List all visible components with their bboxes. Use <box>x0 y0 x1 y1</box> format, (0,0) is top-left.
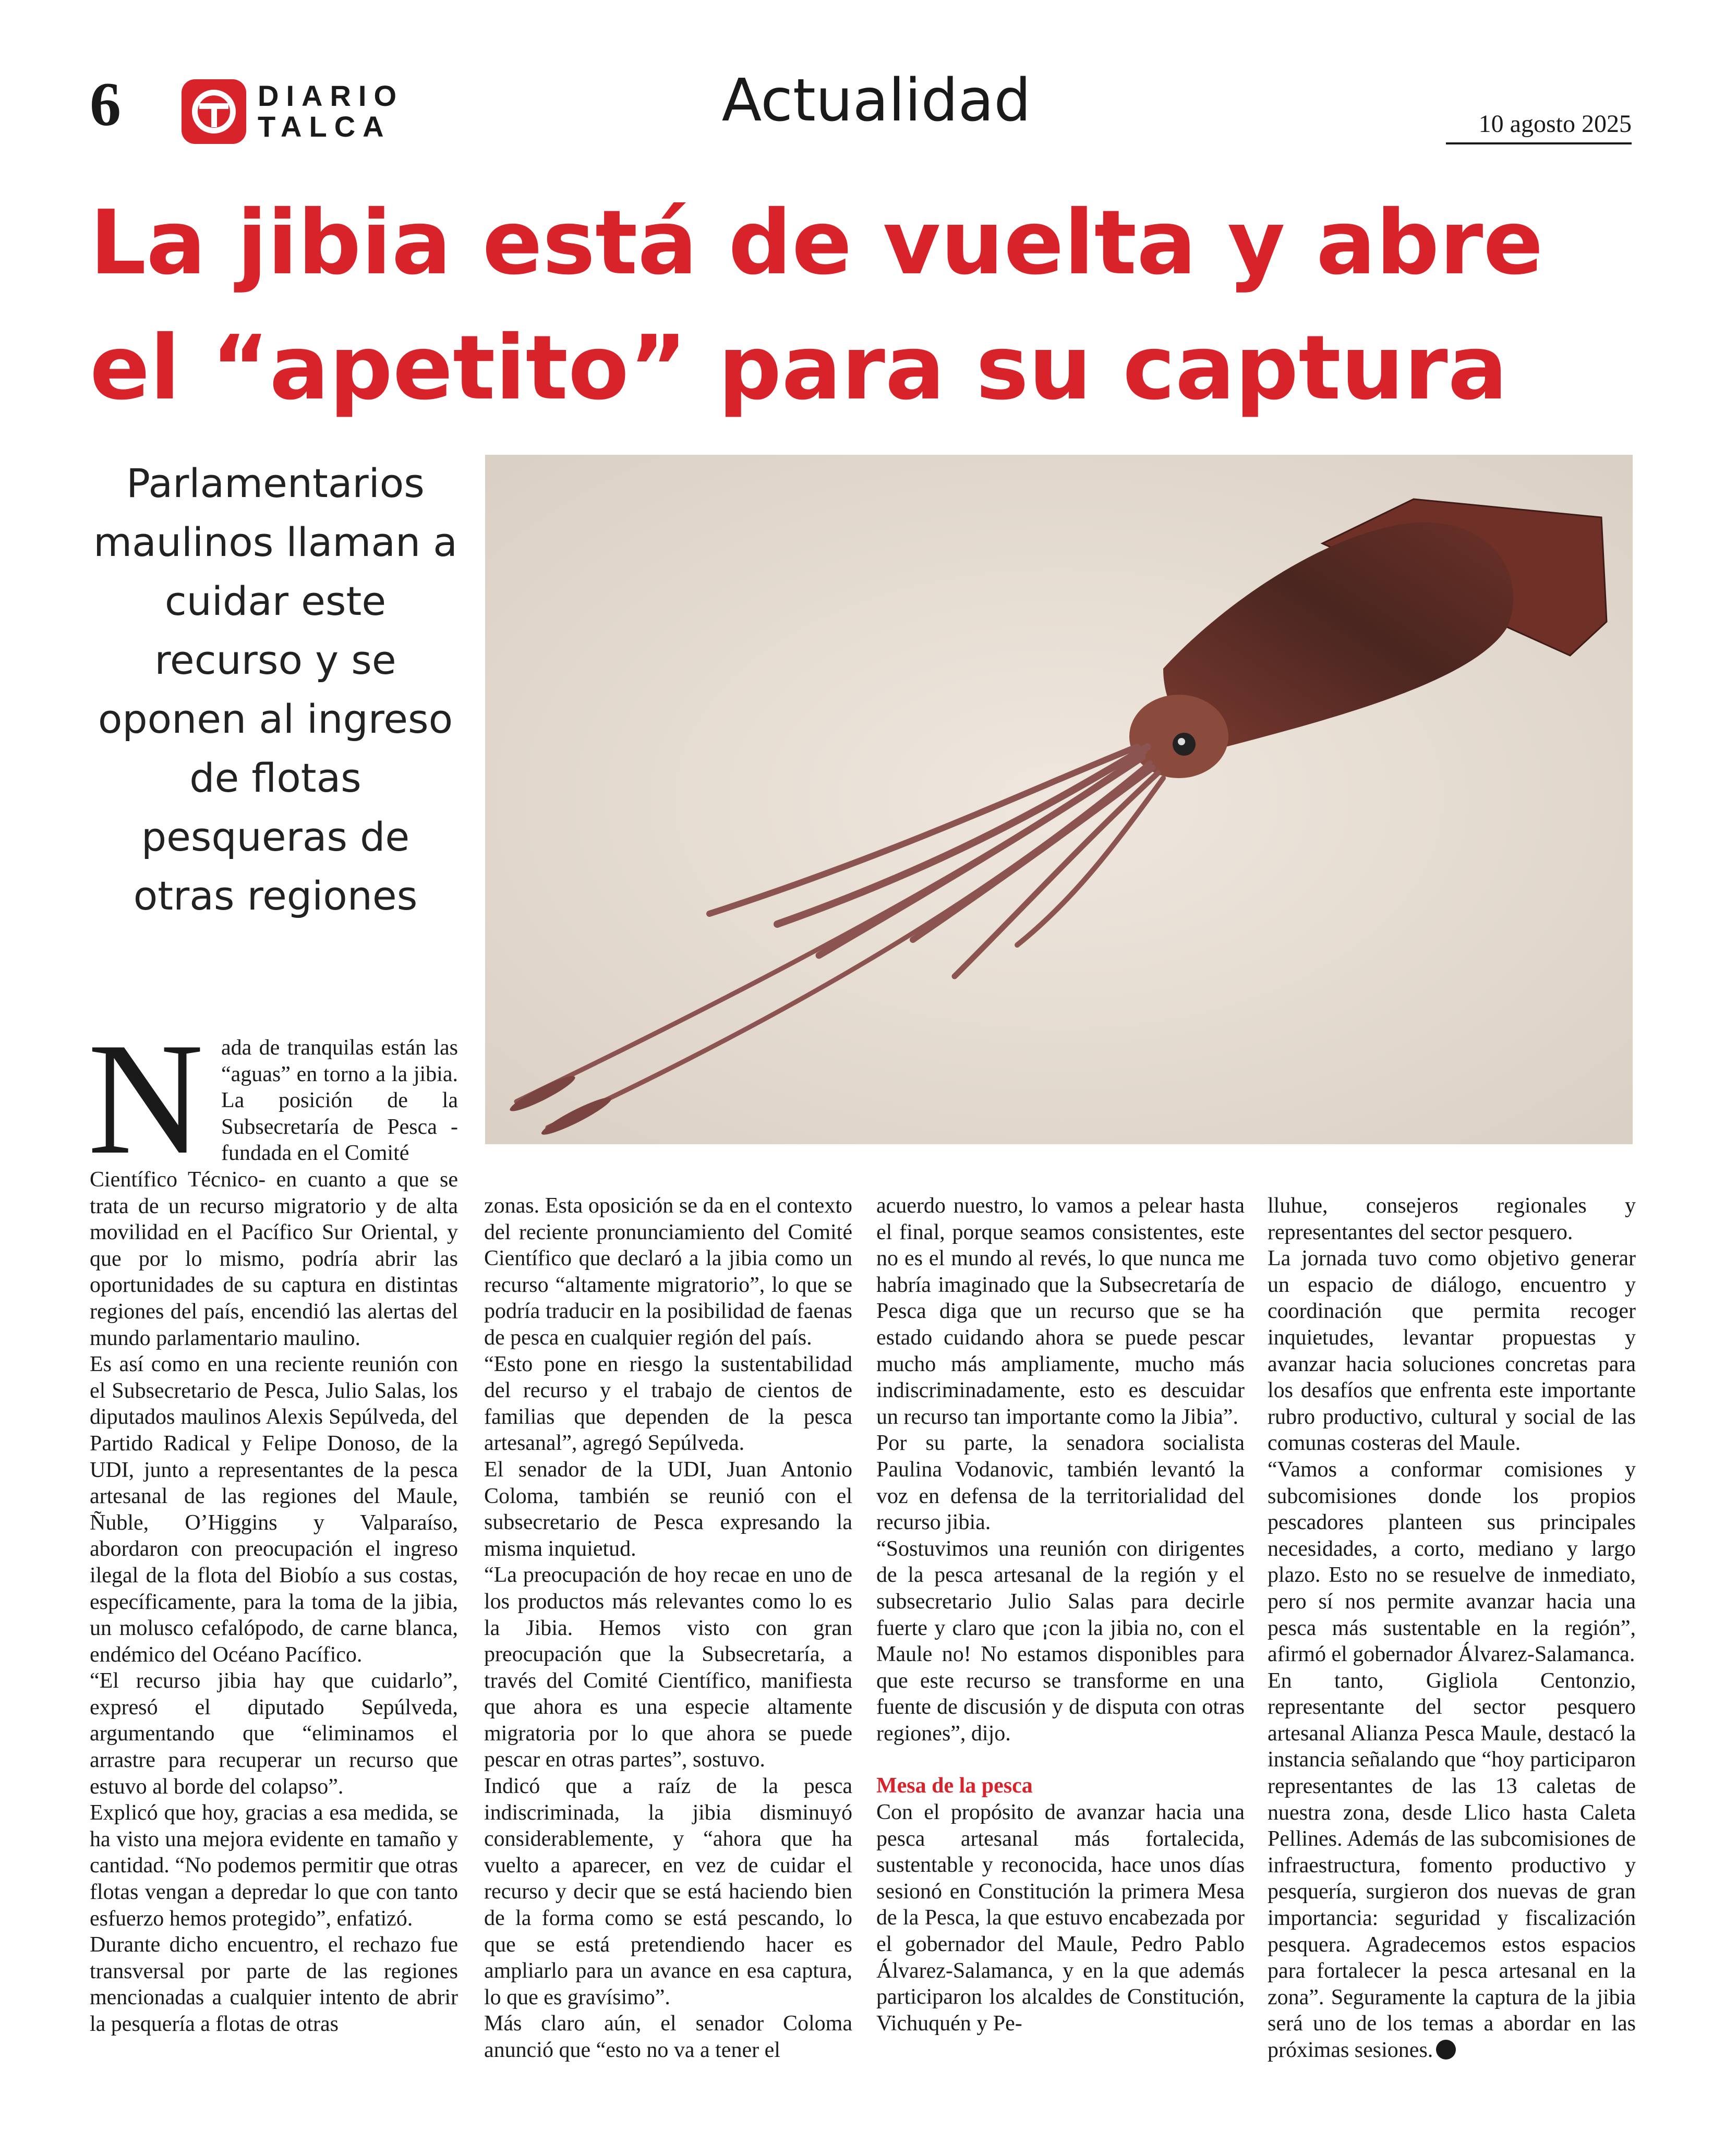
paragraph: acuerdo nuestro, lo vamos a pelear hasta el final, porque seamos consistentes, este no es el mundo al revés, lo que nunca me habría imaginado que la Subsecretaría de Pesca diga que un recurso que se ha estado cuidando ahora se puede pescar mucho más ampliamente, mucho más indiscriminadamente, esto es descuidar un recurso tan importante como la Jibia”. <box>876 1194 1245 1429</box>
paragraph: “El recurso jibia hay que cuidarlo”, expresó el diputado Sepúlveda, argumentando que “eliminamos el arrastre para recuperar un recurso que estuvo al borde del colapso”. <box>90 1669 458 1799</box>
drop-cap: N <box>88 1010 204 1188</box>
paragraph: Más claro aún, el senador Coloma anunció que “esto no va a tener el <box>484 2012 852 2062</box>
paragraph: Indicó que a raíz de la pesca indiscriminada, la jibia disminuyó considerablemente, y “ahora que ha vuelto a aparecer, en vez de cuidar el recurso y decir que se está haciendo bien de la forma como se está pescando, lo que se está pretendiendo hacer es ampliarlo para un avance en esa captura, lo que es gravísimo”. <box>484 1774 852 2009</box>
deck-subheadline: Parlamentarios maulinos llaman a cuidar este recurso y se oponen al ingreso de flotas pesqueras de otras regiones <box>93 460 457 919</box>
subheading-mesa-de-la-pesca: Mesa de la pesca <box>876 1774 1033 1798</box>
issue-date: 10 agosto 2025 <box>1446 110 1632 144</box>
paragraph: Durante dicho encuentro, el rechazo fue transversal por parte de las regiones mencionadas a cualquier intento de abrir la pesquería a flotas de otras <box>90 1933 458 2036</box>
paragraph: El senador de la UDI, Juan Antonio Coloma, también se reunió con el subsecretario de Pesca expresando la misma inquietud. <box>484 1457 852 1561</box>
paragraph: La jornada tuvo como objetivo generar un espacio de diálogo, encuentro y coordinación que permita recoger inquietudes, levantar propuestas y avanzar hacia soluciones concretas para los desafíos que enfrenta este importante rubro productivo, cultural y social de las comunas costeras del Maule. <box>1268 1246 1636 1456</box>
paragraph: Científico Técnico- en cuanto a que se trata de un recurso migratorio y de alta movilidad en el Pacífico Sur Oriental, y que por lo mismo, podría abrir las oportunidades de su captura en distintas regiones del país, encendió las alertas del mundo parlamentario maulino. <box>90 1168 458 1350</box>
paragraph-text: En tanto, Gigliola Centonzio, representante del sector pesquero artesanal Alianza Pesca Maule, destacó la instancia señalando que “hoy participaron representantes de las 13 caletas de nuestra zona, desde Llico hasta Caleta Pellines. Además de las subcomisiones de infraestructura, fomento productivo y pesquería, surgieron dos nuevas de gran importancia: seguridad y fiscalización pesquera. Agradecemos estos espacios para fortalecer la pesca artesanal en la zona”. Seguramente la captura de la jibia será uno de los temas a abordar en las próximas sesiones. <box>1268 1668 1636 2062</box>
paragraph: “La preocupación de hoy recae en uno de los productos más relevantes como lo es la Jibia. Hemos visto con gran preocupación que la Subsecretaría, a través del Comité Científico, manifiesta que ahora es una especie altamente migratoria por lo que ahora se puede pescar en otras partes”, sostuvo. <box>484 1563 852 1772</box>
logo-text <box>258 81 404 142</box>
paragraph: Por su parte, la senadora socialista Paulina Vodanovic, también levantó la voz en defensa de la territorialidad del recurso jibia. <box>876 1431 1245 1535</box>
end-mark-icon <box>1436 2040 1456 2060</box>
column-1 <box>90 1167 458 2038</box>
squid-illustration <box>485 455 1633 1144</box>
column-4 <box>1268 1193 1636 2064</box>
logo-line-1: DIARIO <box>258 79 404 113</box>
paragraph: Explicó que hoy, gracias a esa medida, se ha visto una mejora evidente en tamaño y cantidad. “No podemos permitir que otras flotas vengan a depredar lo que con tanto esfuerzo hemos protegido”, enfatizó. <box>90 1801 458 1931</box>
column-2 <box>484 1193 852 2064</box>
paragraph: “Vamos a conformar comisiones y subcomisiones donde los propios pescadores planteen sus principales necesidades, a corto, mediano y largo plazo. Esto no se resuelve de inmediato, pero sí nos permite avanzar hacia una pesca más sustentable en la región”, afirmó el gobernador Álvarez-Salamanca. <box>1268 1457 1636 1667</box>
section-title: Actualidad <box>721 67 1031 135</box>
paragraph: “Sostuvimos una reunión con dirigentes de la pesca artesanal de la región y el subsecretario Julio Salas para decirle fuerte y claro que ¡con la jibia no, con el Maule no! No estamos disponibles para que este recurso se transforme en una fuente de discusión y de disputa con otras regiones”, dijo. <box>876 1536 1245 1746</box>
paragraph: “Esto pone en riesgo la sustentabilidad del recurso y el trabajo de cientos de familias que dependen de la pesca artesanal”, agregó Sepúlveda. <box>484 1352 852 1456</box>
paragraph: ada de tranquilas están las “aguas” en torno a la jibia. La posición de la Subsecretaría de Pesca -fundada en el Comité <box>221 1036 458 1166</box>
paragraph: zonas. Esta oposición se da en el contexto del reciente pronunciamiento del Comité Científico que declaró a la jibia como un recurso “altamente migratorio”, lo que se podría traducir en la posibilidad de faenas de pesca en cualquier región del país. <box>484 1194 852 1350</box>
column-3 <box>876 1193 1245 2037</box>
article-photo <box>485 455 1633 1144</box>
page-number: 6 <box>90 69 121 139</box>
headline: La jibia está de vuelta y abre el “apetito” para su captura <box>90 191 1543 420</box>
logo <box>182 79 404 144</box>
paragraph: Con el propósito de avanzar hacia una pesca artesanal más fortalecida, sustentable y reconocida, hace unos días sesionó en Constitución la primera Mesa de la Pesca, la que estuvo encabezada por el gobernador del Maule, Pedro Pablo Álvarez-Salamanca, y en la que además participaron los alcaldes de Constitución, Vichuquén y Pe- <box>876 1800 1245 2036</box>
column-1-intro <box>221 1035 458 1167</box>
logo-line-2: TALCA <box>258 110 391 143</box>
logo-mark-icon <box>182 79 246 144</box>
paragraph: Es así como en una reciente reunión con el Subsecretario de Pesca, Julio Salas, los diputados maulinos Alexis Sepúlveda, del Partido Radical y Felipe Donoso, de la UDI, junto a representantes de la pesca artesanal de las regiones del Maule, Ñuble, O’Higgins y Valparaíso, abordaron con preocupación el ingreso ilegal de la flota del Biobío a sus costas, específicamente, para la toma de la jibia, un molusco cefalópodo, de carne blanca, endémico del Océano Pacífico. <box>90 1352 458 1667</box>
paragraph: lluhue, consejeros regionales y representantes del sector pesquero. <box>1268 1194 1636 1244</box>
paragraph-last <box>1268 1668 1636 2064</box>
